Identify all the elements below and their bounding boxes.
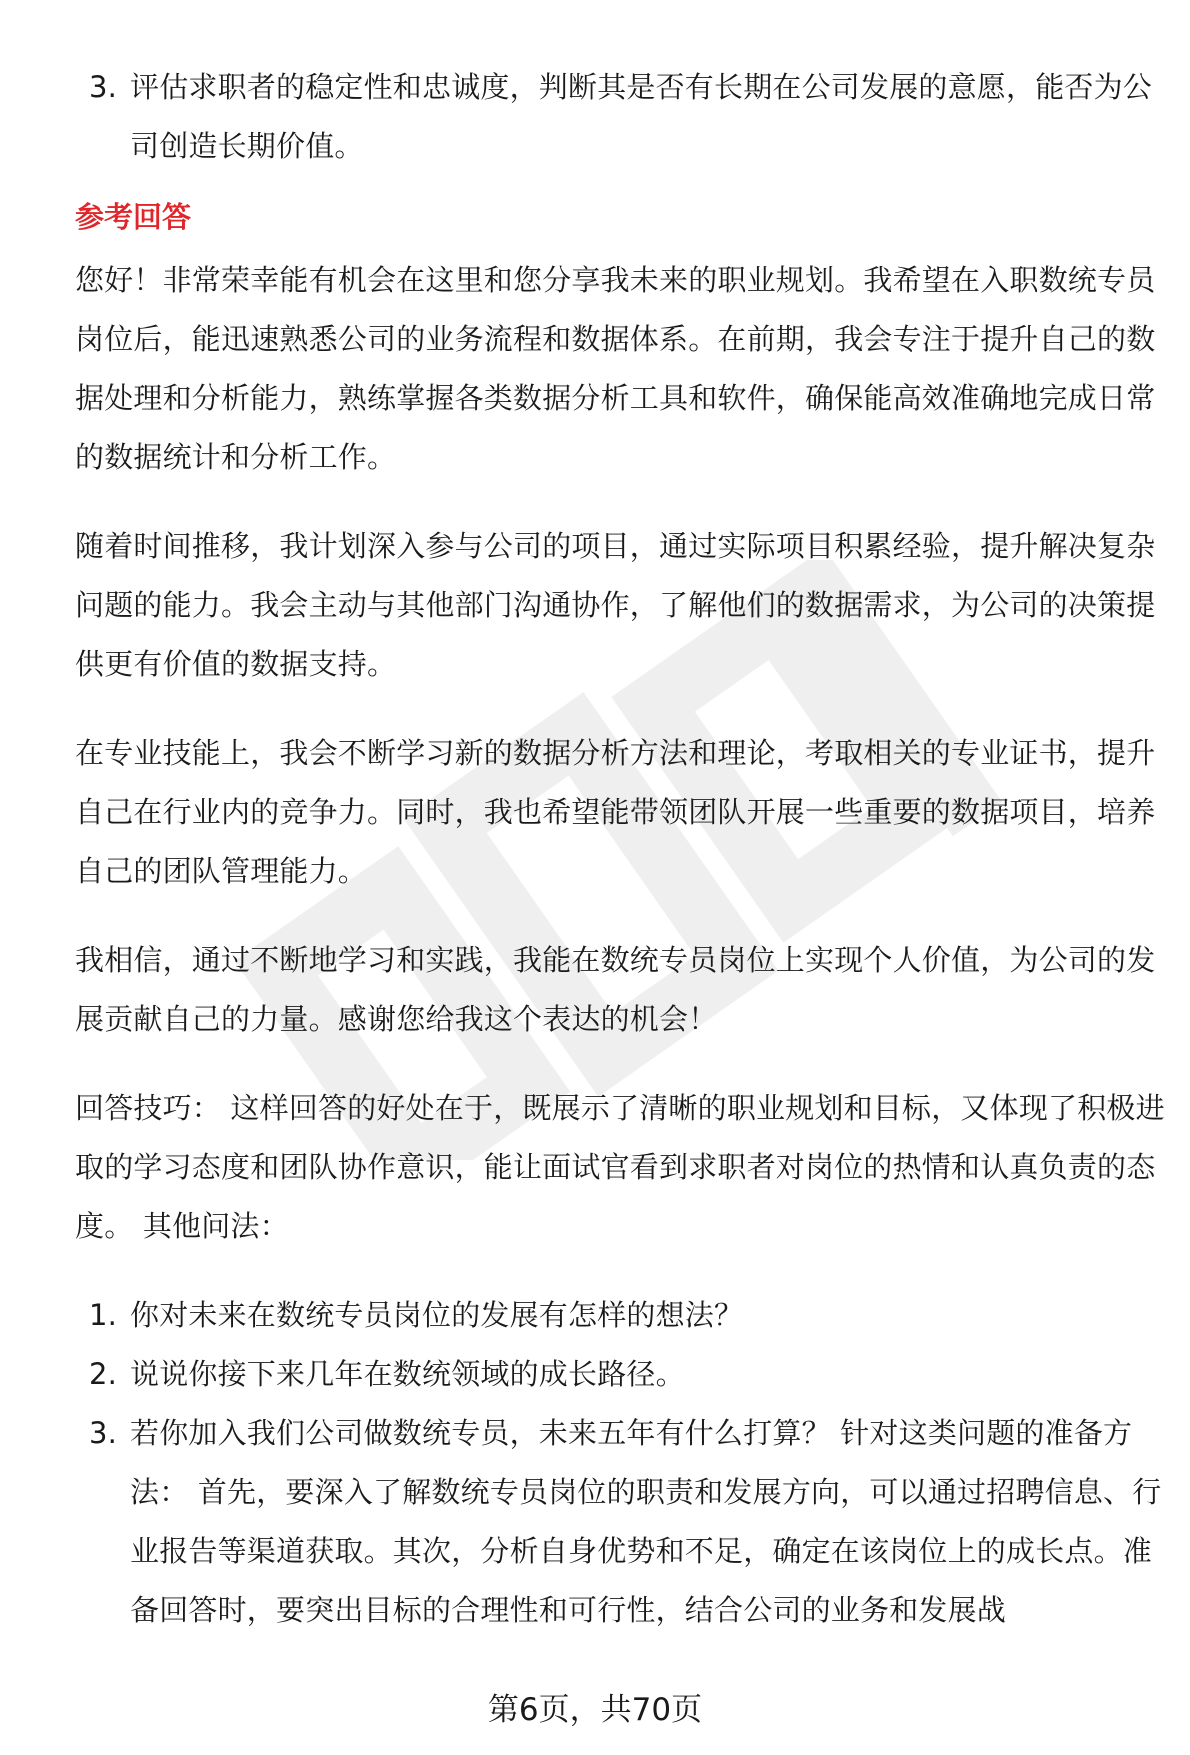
list-item: [75, 1345, 1165, 1404]
list-item: [75, 1286, 1165, 1345]
section-heading: 参考回答: [75, 200, 192, 234]
document-content: [75, 58, 1165, 1640]
list-item-number: 3.: [89, 70, 118, 104]
list-item-text: 你对未来在数统专员岗位的发展有怎样的想法？: [130, 1298, 744, 1332]
list-item-text: 说说你接下来几年在数统领域的成长路径。: [130, 1357, 685, 1391]
list-item-text: 评估求职者的稳定性和忠诚度，判断其是否有长期在公司发展的意愿，能否为公司创造长期价值。: [130, 70, 1153, 163]
list-item-number: 1.: [89, 1298, 118, 1332]
list-item: [75, 1404, 1165, 1640]
answer-paragraph-2: 随着时间推移，我计划深入参与公司的项目，通过实际项目积累经验，提升解决复杂问题的能力。我会主动与其他部门沟通协作，了解他们的数据需求，为公司的决策提供更有价值的数据支持。: [75, 529, 1156, 681]
answer-paragraph-1: 您好！非常荣幸能有机会在这里和您分享我未来的职业规划。我希望在入职数统专员岗位后，能迅速熟悉公司的业务流程和数据体系。在前期，我会专注于提升自己的数据处理和分析能力，熟练掌握各类数据分析工具和软件，确保能高效准确地完成日常的数据统计和分析工作。: [75, 263, 1156, 474]
criteria-list: [75, 58, 1165, 176]
list-item-number: 2.: [89, 1357, 118, 1391]
list-item-text: 若你加入我们公司做数统专员，未来五年有什么打算？ 针对这类问题的准备方法： 首先，要深入了解数统专员岗位的职责和发展方向，可以通过招聘信息、行业报告等渠道获取。其次，分析自身优势和不足，确定在该岗位上的成长点。准备回答时，要突出目标的合理性和可行性，结合公司的业务和发展战: [130, 1416, 1162, 1627]
page-number-footer: 第6页，共70页: [487, 1692, 703, 1728]
list-item-number: 3.: [89, 1416, 118, 1450]
answer-paragraph-4: 我相信，通过不断地学习和实践，我能在数统专员岗位上实现个人价值，为公司的发展贡献自己的力量。感谢您给我这个表达的机会！: [75, 943, 1156, 1036]
tips-paragraph: 回答技巧： 这样回答的好处在于，既展示了清晰的职业规划和目标，又体现了积极进取的学习态度和团队协作意识，能让面试官看到求职者对岗位的热情和认真负责的态度。 其他问法：: [75, 1091, 1165, 1243]
list-item: [75, 58, 1165, 176]
alternative-questions-list: [75, 1286, 1165, 1640]
answer-paragraph-3: 在专业技能上，我会不断学习新的数据分析方法和理论，考取相关的专业证书，提升自己在行业内的竞争力。同时，我也希望能带领团队开展一些重要的数据项目，培养自己的团队管理能力。: [75, 736, 1156, 888]
